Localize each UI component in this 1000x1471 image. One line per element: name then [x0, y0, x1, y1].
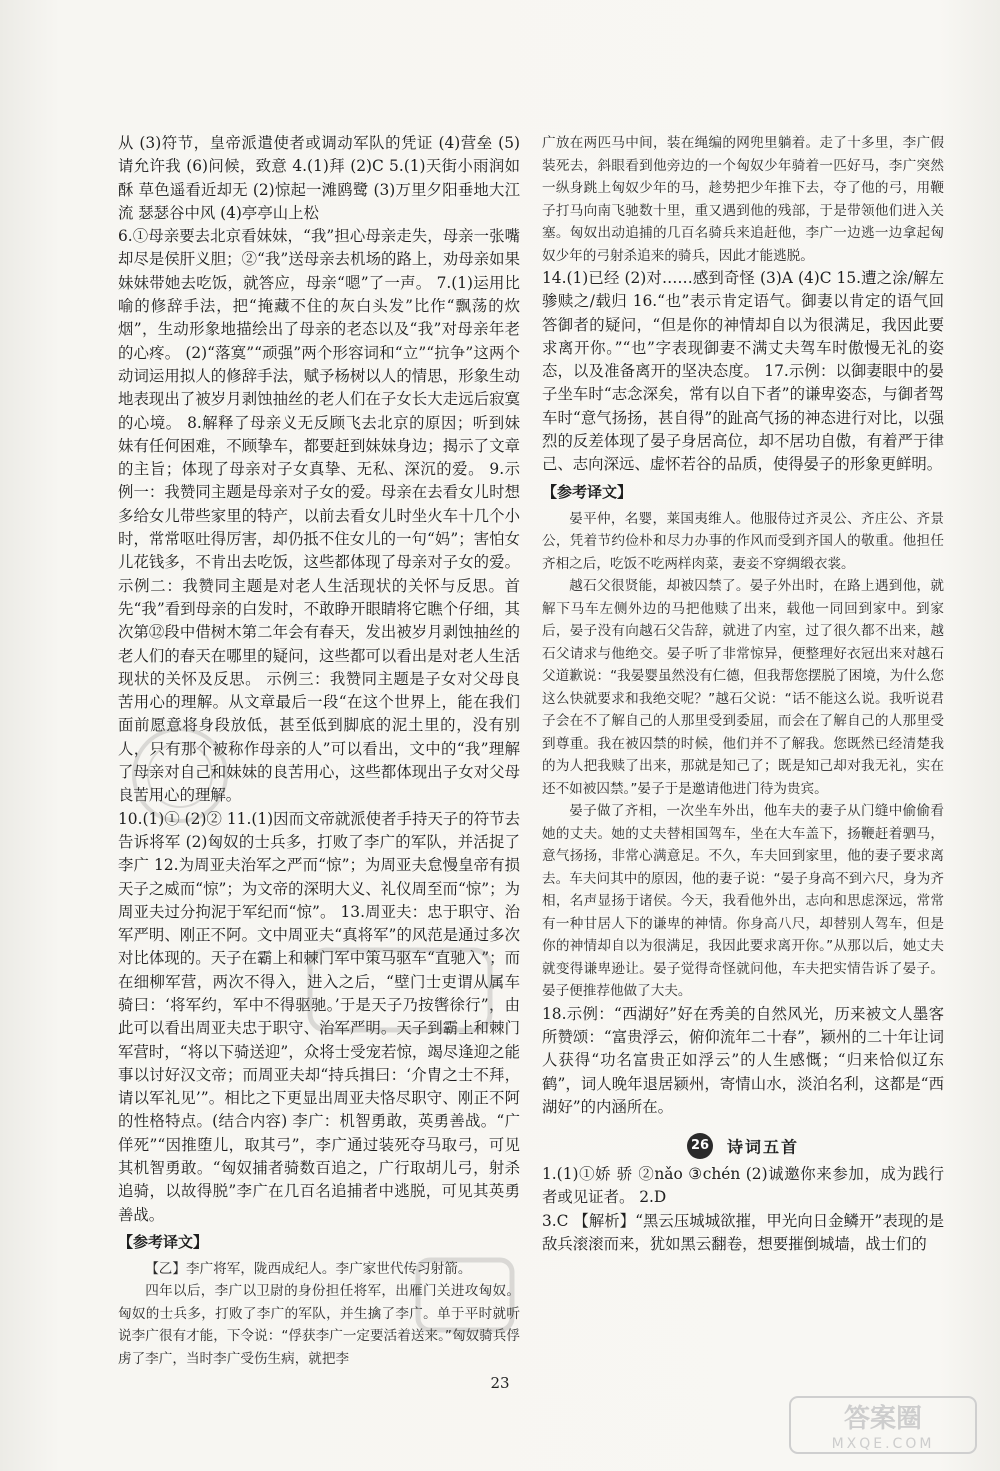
- answer-paragraph: 14.(1)已经 (2)对……感到奇怪 (3)A (4)C 15.遭之涂/解左骖赎之/载归 16.“也”表示肯定语气。御妻以肯定的语气回答御者的疑问，“但是你的神情却自以为很满足，我因此要求离开你。”“也”字表现御妻不满丈夫驾车时傲慢无礼的姿态，以及准备离开的坚决态度。 17.示例：以御妻眼中的晏子坐车时“志念深矣，常有以自下者”的谦卑姿态，与御者驾车时“意气扬扬，甚自得”的趾高气扬的神态进行对比，以强烈的反差体现了晏子身居高位，却不居功自傲，有着严于律己、志向深远、虚怀若谷的品质，使得晏子的形象更鲜明。: [542, 269, 944, 474]
- answer-paragraph: 1.(1)①娇 骄 ②nǎo ③chén (2)诚邀你来参加，成为践行者或见证者。 2.D: [542, 1165, 944, 1207]
- translation-paragraph: 越石父很贤能，却被囚禁了。晏子外出时，在路上遇到他，就解下马车左侧外边的马把他赎了出来，载他一同回到家中。到家后，晏子没有向越石父告辞，就进了内室，过了很久都不出来，越石父请求与他绝交。晏子听了非常惊异，便整理好衣冠出来对越石父道歉说：“我晏婴虽然没有仁德，但我帮您摆脱了困境，为什么您这么快就要求和我绝交呢？”越石父说：“话不能这么说。我听说君子会在不了解自己的人那里受到委屈，而会在了解自己的人那里受到尊重。我在被囚禁的时候，他们并不了解我。您既然已经清楚我的为人把我赎了出来，那就是知己了；既是知己却对我无礼，实在还不如被囚禁。”晏子于是邀请他进门待为贵宾。: [542, 578, 944, 797]
- answer-paragraph: 6.①母亲要去北京看妹妹，“我”担心母亲走失，母亲一张嘴却尽是侯肝义胆；②“我”送母亲去机场的路上，劝母亲如果妹妹带她去吃饭，就答应，母亲“嗯”了一声。 7.(1)运用比喻的修辞手法，把“掩藏不住的灰白头发”比作“飘荡的炊烟”，生动形象地描绘出了母亲的老态以及“我”对母亲年老的心疼。 (2)“落寞”“顽强”两个形容词和“立”“抗争”这两个动词运用拟人的修辞手法，赋予杨树以人的情思，形象生动地表现出了被岁月剥蚀抽丝的老人们在子女长大走远后寂寞的心境。 8.解释了母亲义无反顾飞去北京的原因；听到妹妹有任何困难，不顾挚车，都要赶到妹妹身边；揭示了文章的主旨；体现了母亲对子女真挚、无私、深沉的爱。 9.示例一：我赞同主题是母亲对子女的爱。母亲在去看女儿时想多给女儿带些家里的特产，以前去看女儿时坐火车十几个小时，常常呕吐得厉害，却仍抵不住女儿的一句“妈”；害怕女儿花钱多，不肯出去吃饭，这些都体现了母亲对子女的爱。 示例二：我赞同主题是对老人生活现状的关怀与反思。首先“我”看到母亲的白发时，不敢睁开眼睛将它瞧个仔细，其次第⑫段中借树木第二年会有春天，发出被岁月剥蚀抽丝的老人们的春天在哪里的疑问，这些都可以看出是对老人生活现状的关怀及反思。 示例三：我赞同主题是子女对父母良苦用心的理解。从文章最后一段“在这个世界上，能在我们面前愿意将身段放低，甚至低到脚底的泥土里的，没有别人，只有那个被称作母亲的人”可以看出，文中的“我”理解了母亲对自己和妹妹的良苦用心，这些都体现出子女对父母良苦用心的理解。: [118, 227, 520, 805]
- answer-paragraph: 18.示例：“西湖好”好在秀美的自然风光，历来被文人墨客所赞颂：“富贵浮云，俯仰流年二十春”，颍州的二十年让词人获得“功名富贵正如浮云”的人生感慨；“归来恰似辽东鹤”，词人晚年退居颍州，寄情山水，淡泊名利，这都是“西湖好”的内涵所在。: [542, 1004, 944, 1116]
- translation-paragraph: 广放在两匹马中间，装在绳编的网兜里躺着。走了十多里，李广假装死去，斜眼看到他旁边的一个匈奴少年骑着一匹好马，李广突然一纵身跳上匈奴少年的马，趁势把少年推下去，夺了他的弓，用鞭子打马向南飞驰数十里，重又遇到他的残部，于是带领他们进入关塞。匈奴出动追捕的几百名骑兵来追赶他，李广一边逃一边拿起匈奴少年的弓射杀追来的骑兵，因此才能逃脱。: [542, 135, 944, 264]
- watermark-logo: [788, 1393, 978, 1457]
- reference-translation-heading: 【参考译文】: [118, 1232, 209, 1251]
- answer-paragraph: 3.C 【解析】“黑云压城城欲摧，甲光向日金鳞开”表现的是敌兵滚滚而来，犹如黑云翻卷，想要摧倒城墙，战士们的: [542, 1211, 944, 1254]
- translation-paragraph: 晏子做了齐相，一次坐车外出，他车夫的妻子从门缝中偷偷看她的丈夫。她的丈夫替相国驾车，坐在大车盖下，扬鞭赶着驷马，意气扬扬，非常心满意足。不久，车夫回到家里，他的妻子要求离去。车夫问其中的原因，他的妻子说：“晏子身高不到六尺，身为齐相，名声显扬于诸侯。今天，我看他外出，志向和思虑深远，常常有一种甘居人下的谦卑的神情。你身高八尺，却替别人驾车，但是你的神情却自以为很满足，我因此要求离开你。”从那以后，她丈夫就变得谦卑逊让。晏子觉得奇怪就问他，车夫把实情告诉了晏子。晏子便推荐他做了大夫。: [542, 803, 944, 1000]
- right-column: [542, 132, 944, 1256]
- left-column: [118, 132, 520, 1370]
- watermark-text: 答案圈: [843, 1404, 923, 1434]
- translation-paragraph: 四年以后，李广以卫尉的身份担任将军，出雁门关进攻匈奴。匈奴的士兵多，打败了李广的军队，并生擒了李广。单于平时就听说李广很有才能，下令说：“俘获李广一定要活着送来。”匈奴骑兵俘虏了李广，当时李广受伤生病，就把李: [118, 1283, 520, 1367]
- answer-paragraph: 10.(1)① (2)② 11.(1)因而文帝就派使者手持天子的符节去告诉将军 (2)匈奴的士兵多，打败了李广的军队，并活捉了李广 12.为周亚夫治军之严而“惊”；为周亚夫怠慢皇帝有损天子之威而“惊”；为文帝的深明大义、礼仪周至而“惊”；为周亚夫过分拘泥于军纪而“惊”。 13.周亚夫：忠于职守、治军严明、刚正不阿。文中周亚夫“真将军”的风范是通过多次对比体现的。天子在霸上和棘门军中策马驱车“直驰入”；而在细柳军营，两次不得入，进入之后，“壁门士吏谓从属车骑曰：‘将军约，军中不得驱驰。’于是天子乃按辔徐行”，由此可以看出周亚夫忠于职守、治军严明。天子到霸上和棘门军营时，“将以下骑送迎”，众将士受宠若惊，竭尽逢迎之能事以讨好汉文帝；而周亚夫却“持兵揖曰：‘介胄之士不拜，请以军礼见’”。相比之下更显出周亚夫恪尽职守、刚正不阿的性格特点。(结合内容) 李广：机智勇敢，英勇善战。“广佯死”“因推堕儿，取其弓”，李广通过装死夺马取弓，可见其机智勇敢。“匈奴捕者骑数百追之，广行取胡儿弓，射杀追骑，以故得脱”李广在几百名追捕者中逃脱，可见其英勇善战。: [118, 809, 520, 1224]
- section-title: 诗词五首: [726, 1137, 799, 1157]
- watermark-url: MXQE.COM: [831, 1436, 935, 1452]
- page-number: 23: [490, 1374, 510, 1392]
- answer-paragraph: 从 (3)符节，皇帝派遣使者或调动军队的凭证 (4)营垒 (5)请允许我 (6)问候，致意 4.(1)拜 (2)C 5.(1)天街小雨润如酥 草色遥看近却无 (2)惊起一滩鸥鹭 (3)万里夕阳垂地大江流 瑟瑟谷中风 (4)亭亭山上松: [118, 134, 520, 222]
- watermark-logo-graphic: [788, 1393, 978, 1457]
- section-heading: [542, 1133, 944, 1159]
- section-number-badge: 26: [687, 1133, 713, 1159]
- translation-paragraph: 晏平仲，名婴，莱国夷维人。他服侍过齐灵公、齐庄公、齐景公，凭着节约俭朴和尽力办事的作风而受到齐国人的敬重。他担任齐相之后，吃饭不吃两样肉菜，妻妾不穿绸缎衣裳。: [542, 510, 944, 572]
- translation-paragraph: 【乙】李广将军，陇西成纪人。李广家世代传习射箭。: [145, 1260, 472, 1277]
- reference-translation-heading: 【参考译文】: [542, 482, 633, 501]
